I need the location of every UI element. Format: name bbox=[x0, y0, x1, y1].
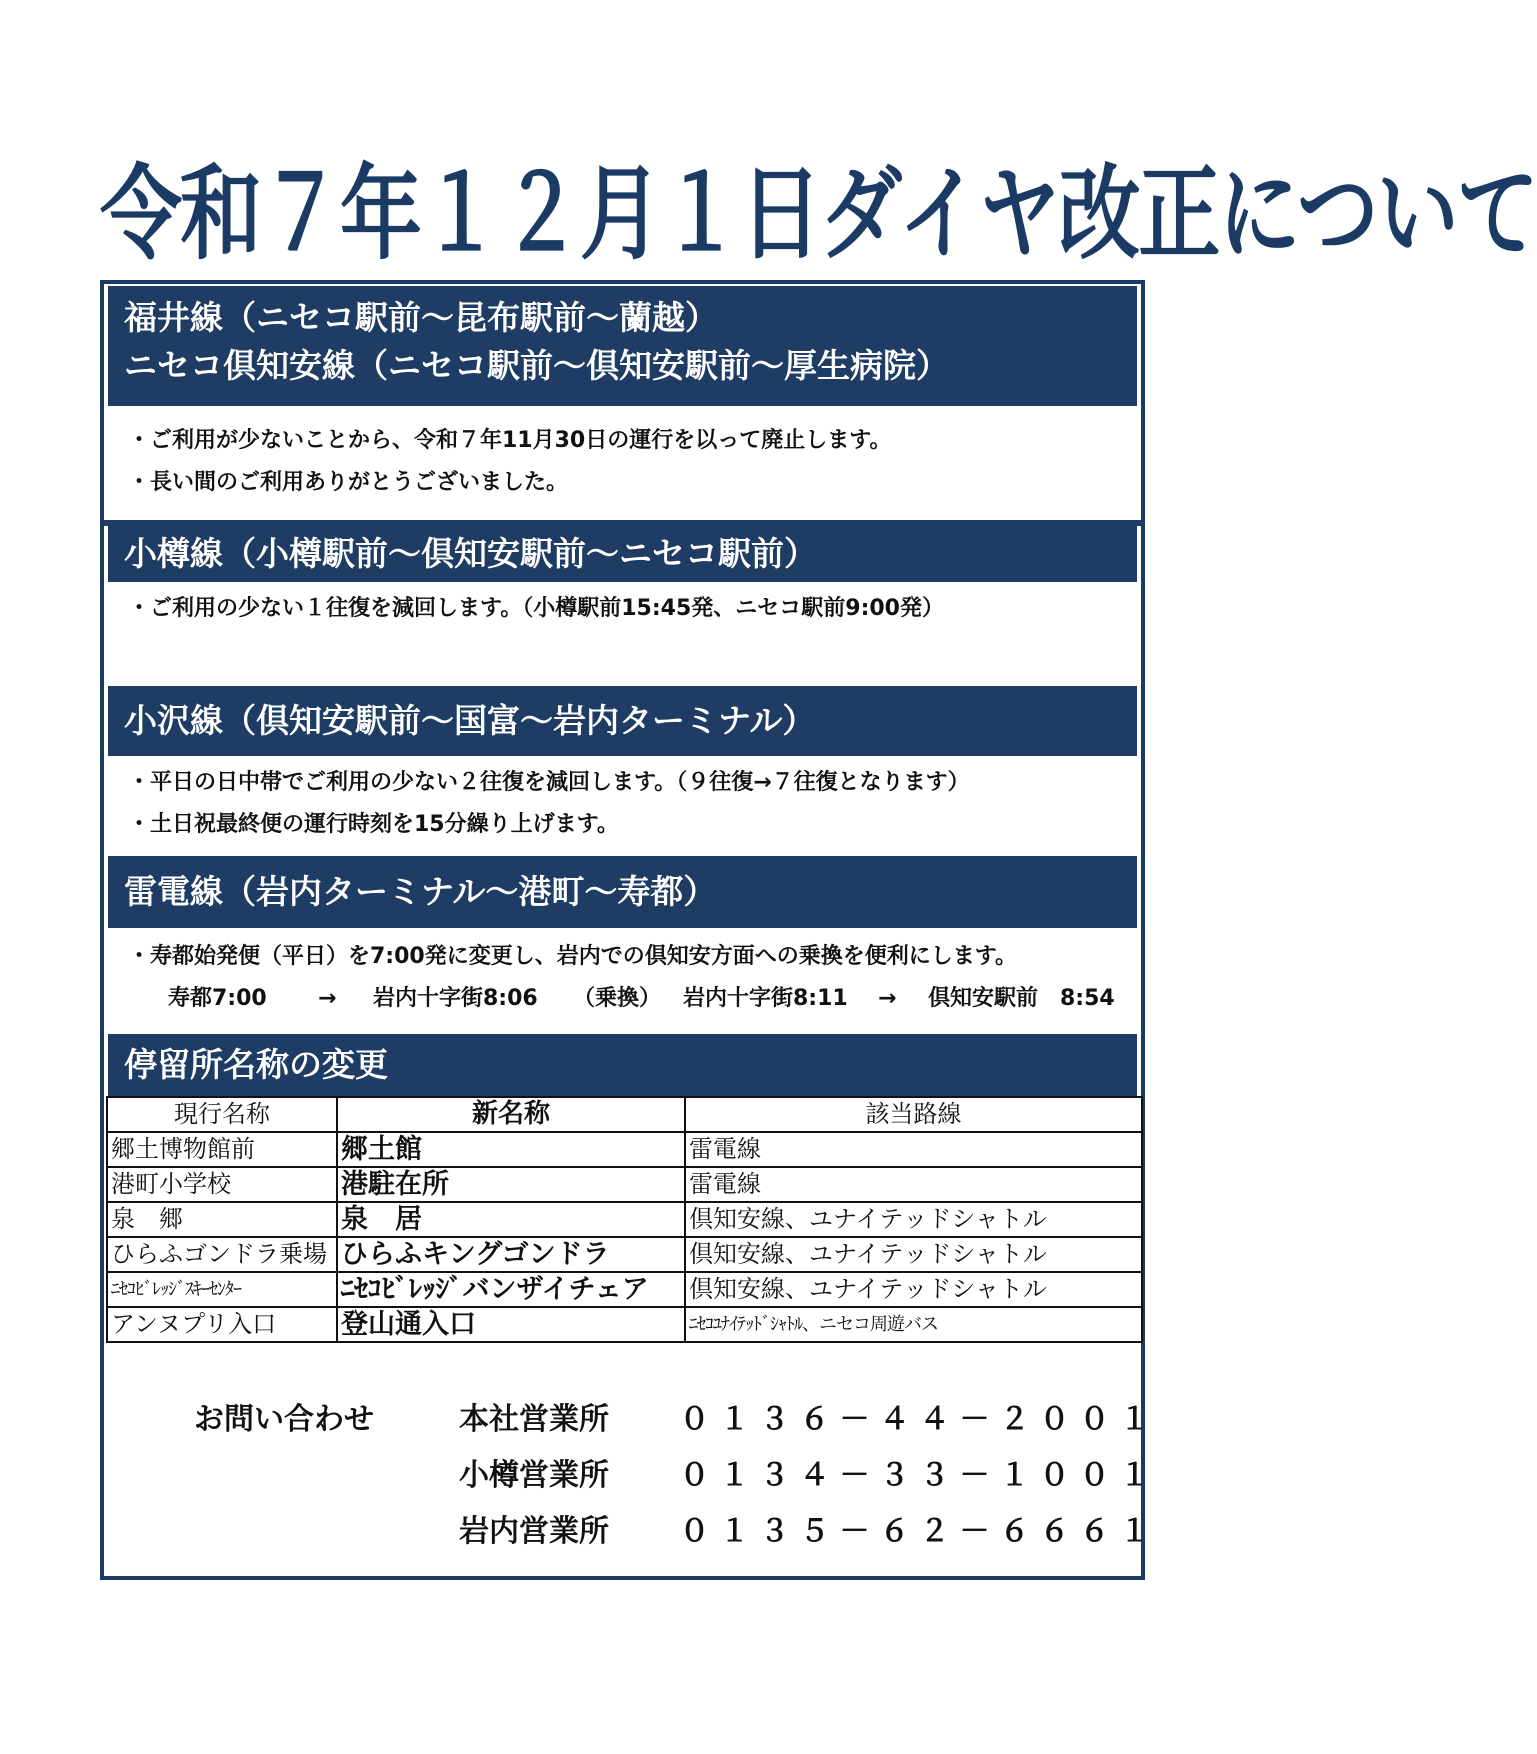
contact-label: お問い合わせ bbox=[194, 1402, 374, 1437]
current-name-cell: 泉 郷 bbox=[107, 1202, 337, 1237]
new-name-cell: 港駐在所 bbox=[337, 1167, 685, 1202]
table-row bbox=[107, 1307, 1142, 1342]
section-body bbox=[108, 928, 1137, 1034]
new-name-cell: ひらふキングゴンドラ bbox=[337, 1237, 685, 1272]
column-header: 現行名称 bbox=[107, 1097, 337, 1132]
rename-table bbox=[106, 1096, 1143, 1343]
new-name-cell: 泉 居 bbox=[337, 1202, 685, 1237]
section-header-line: ニセコ倶知安線（ニセコ駅前～倶知安駅前～厚生病院） bbox=[124, 346, 949, 385]
notice-line: ・ご利用が少ないことから、令和７年11月30日の運行を以って廃止します。 bbox=[128, 428, 892, 453]
current-name-cell: 郷土博物館前 bbox=[107, 1132, 337, 1167]
section-header bbox=[108, 856, 1137, 928]
arrow-icon: → bbox=[878, 986, 897, 1011]
office-name: 岩内営業所 bbox=[459, 1514, 609, 1549]
routes-cell: 雷電線 bbox=[685, 1167, 1142, 1202]
notice-line: ・土日祝最終便の運行時刻を15分繰り上げます。 bbox=[128, 812, 619, 837]
section-rename bbox=[108, 1034, 1137, 1096]
current-name-cell: アンヌプリ入口 bbox=[107, 1307, 337, 1342]
routes-cell: 倶知安線、ユナイテッドシャトル bbox=[685, 1202, 1142, 1237]
contact-row bbox=[459, 1450, 1159, 1494]
routes-cell: ﾆｾｺﾕﾅｲﾃｯﾄﾞｼｬﾄﾙ、ニセコ周遊バス bbox=[685, 1307, 1142, 1342]
notice-line: ・ご利用の少ない１往復を減回します。（小樽駅前15:45発、ニセコ駅前9:00発） bbox=[128, 596, 944, 621]
section-raiden bbox=[108, 856, 1137, 1034]
route-destination: 倶知安駅前 8:54 bbox=[928, 986, 1115, 1011]
section-header-line: 小沢線（倶知安駅前～国富～岩内ターミナル） bbox=[124, 701, 816, 740]
contact-row bbox=[459, 1394, 1159, 1438]
routes-cell: 雷電線 bbox=[685, 1132, 1142, 1167]
notice-line: ・平日の日中帯でご利用の少ない２往復を減回します。（９往復→７往復となります） bbox=[128, 770, 970, 795]
section-otaru bbox=[108, 526, 1137, 686]
section-header-line: 小樽線（小樽駅前～倶知安駅前～ニセコ駅前） bbox=[124, 534, 817, 573]
section-header-line: 福井線（ニセコ駅前～昆布駅前～蘭越） bbox=[124, 298, 718, 337]
new-name-cell: ﾆｾｺﾋﾞﾚｯｼﾞバンザイチェア bbox=[337, 1272, 685, 1307]
table-header-row bbox=[107, 1097, 1142, 1132]
column-header: 該当路線 bbox=[685, 1097, 1142, 1132]
route-timeline bbox=[128, 978, 1137, 1020]
section-body bbox=[108, 582, 1137, 686]
table-row bbox=[107, 1237, 1142, 1272]
table-row bbox=[107, 1272, 1142, 1307]
section-header bbox=[108, 686, 1137, 756]
routes-cell: 倶知安線、ユナイテッドシャトル bbox=[685, 1237, 1142, 1272]
notice-line: ・寿都始発便（平日）を7:00発に変更し、岩内での倶知安方面への乗換を便利にします。 bbox=[128, 944, 1017, 969]
table-row bbox=[107, 1132, 1142, 1167]
current-name-cell: ﾆｾｺﾋﾞﾚｯｼﾞｽｷｰｾﾝﾀｰ bbox=[107, 1272, 337, 1307]
routes-cell: 倶知安線、ユナイテッドシャトル bbox=[685, 1272, 1142, 1307]
current-name-cell: 港町小学校 bbox=[107, 1167, 337, 1202]
route-stop: 岩内十字街8:11 bbox=[683, 986, 848, 1011]
section-header bbox=[108, 286, 1137, 406]
section-fukui-niseko bbox=[108, 286, 1137, 520]
section-header bbox=[108, 526, 1137, 582]
new-name-cell: 郷土館 bbox=[337, 1132, 685, 1167]
phone-number: ０１３５－６２－６６６１ bbox=[679, 1514, 1160, 1549]
contact-row bbox=[459, 1506, 1159, 1550]
transfer-label: （乗換） bbox=[573, 986, 662, 1011]
office-name: 本社営業所 bbox=[459, 1402, 609, 1437]
page-title: 令和７年１２月１日ダイヤ改正について bbox=[100, 155, 1537, 274]
section-kozawa bbox=[108, 686, 1137, 854]
route-origin: 寿都7:00 bbox=[168, 986, 267, 1011]
current-name-cell: ひらふゴンドラ乗場 bbox=[107, 1237, 337, 1272]
section-header-line: 雷電線（岩内ターミナル～港町～寿都） bbox=[124, 872, 717, 911]
contact-block bbox=[104, 1374, 1160, 1574]
route-stop: 岩内十字街8:06 bbox=[373, 986, 538, 1011]
section-header: 停留所名称の変更 bbox=[108, 1034, 1137, 1096]
column-header: 新名称 bbox=[337, 1097, 685, 1132]
table-row bbox=[107, 1167, 1142, 1202]
office-name: 小樽営業所 bbox=[459, 1458, 609, 1493]
notice-frame bbox=[100, 280, 1160, 1580]
section-body bbox=[108, 406, 1137, 520]
section-body bbox=[108, 756, 1137, 854]
phone-number: ０１３４－３３－１００１ bbox=[679, 1458, 1160, 1493]
table-row bbox=[107, 1202, 1142, 1237]
arrow-icon: → bbox=[318, 986, 337, 1011]
phone-number: ０１３６－４４－２００１ bbox=[679, 1402, 1160, 1437]
notice-line: ・長い間のご利用ありがとうございました。 bbox=[128, 470, 569, 495]
new-name-cell: 登山通入口 bbox=[337, 1307, 685, 1342]
